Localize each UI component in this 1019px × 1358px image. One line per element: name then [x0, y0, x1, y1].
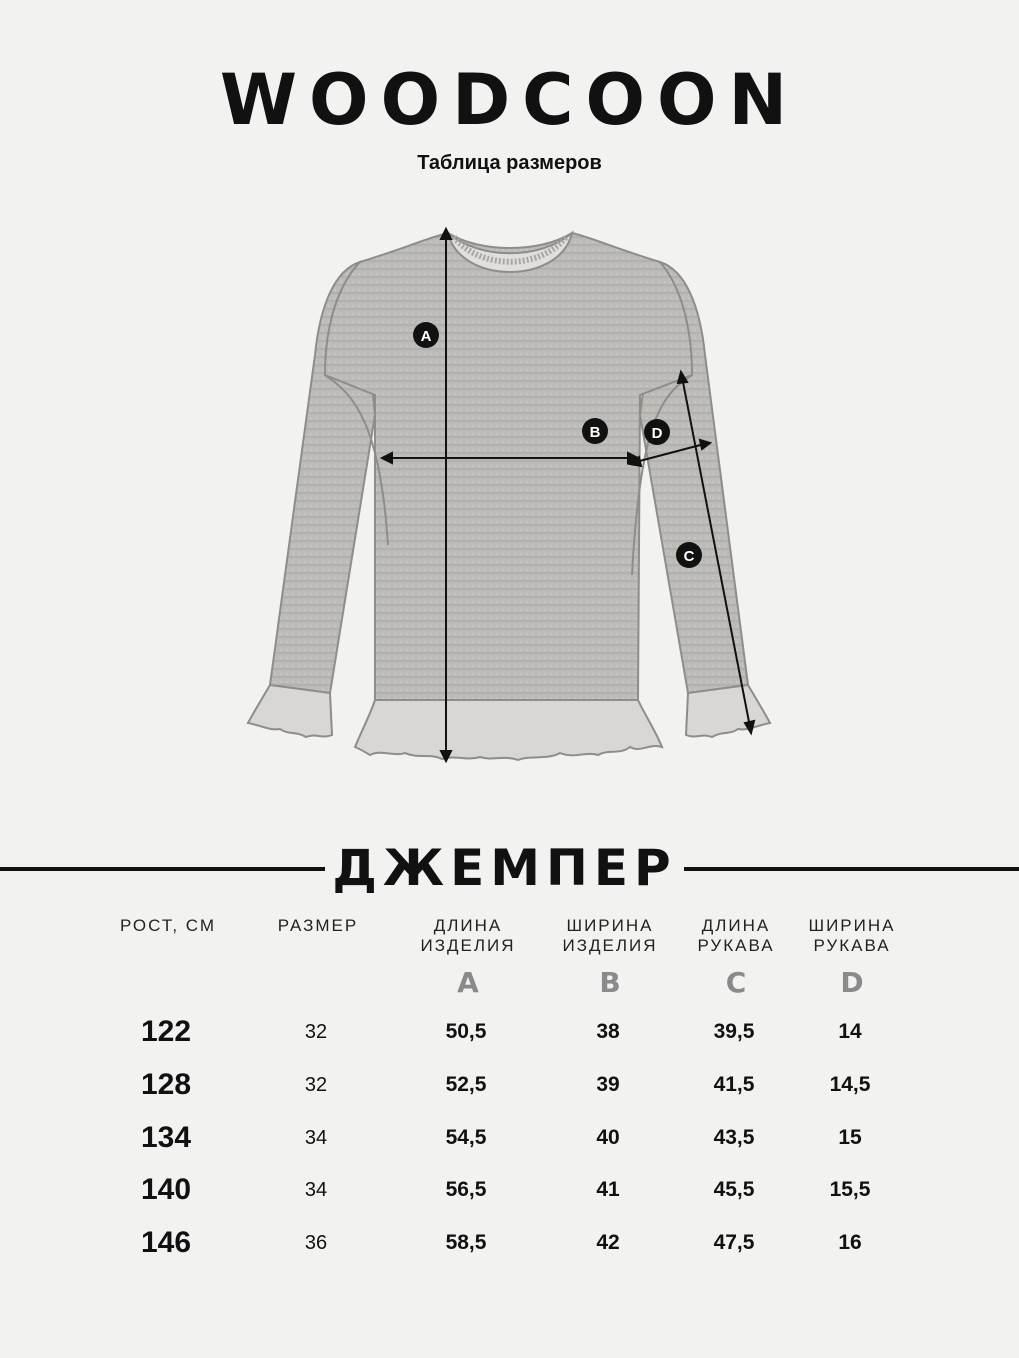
divider-right [684, 867, 1019, 871]
letter-c: C [725, 966, 747, 999]
letter-b: B [599, 966, 621, 999]
cell-width: 41 [596, 1178, 620, 1202]
cell-height: 128 [140, 1067, 192, 1101]
cell-sleeve-length: 39,5 [713, 1020, 755, 1043]
cell-sleeve-width: 14 [838, 1020, 862, 1043]
marker-d-label: D [651, 425, 663, 442]
cell-size: 32 [304, 1073, 328, 1096]
cell-size: 32 [304, 1021, 328, 1043]
header-sleeve-width: ШИРИНА РУКАВА [808, 916, 896, 955]
header-width: ШИРИНА ИЗДЕЛИЯ [562, 916, 658, 955]
cell-width: 42 [596, 1231, 620, 1255]
cell-sleeve-width: 15,5 [829, 1178, 871, 1202]
cell-sleeve-width: 16 [838, 1231, 862, 1255]
marker-a-label: A [420, 328, 432, 345]
header-height: РОСТ, СМ [119, 916, 217, 935]
letter-a: A [457, 966, 479, 999]
table-row [0, 1170, 1019, 1210]
cell-length: 54,5 [445, 1125, 487, 1149]
table-row [0, 1065, 1019, 1105]
cell-height: 140 [140, 1173, 192, 1207]
jumper-illustration [230, 215, 790, 775]
cell-width: 39 [596, 1072, 620, 1096]
jumper-body [248, 233, 770, 760]
cell-sleeve-width: 15 [838, 1125, 862, 1149]
cell-length: 50,5 [445, 1020, 487, 1043]
marker-b [582, 418, 608, 444]
cell-sleeve-length: 43,5 [713, 1125, 755, 1149]
marker-b-label: B [589, 424, 601, 441]
table-row [0, 1223, 1019, 1263]
cell-sleeve-width: 14,5 [829, 1072, 871, 1096]
brand-logo: WOODCOON [219, 59, 800, 141]
product-title: ДЖЕМПЕР [332, 839, 677, 897]
cell-size: 34 [304, 1126, 328, 1149]
divider-left [0, 867, 325, 871]
header-length: ДЛИНА ИЗДЕЛИЯ [420, 916, 516, 955]
cell-height: 134 [140, 1120, 192, 1154]
letter-d: D [840, 966, 864, 999]
cell-size: 36 [304, 1232, 328, 1255]
marker-c-label: C [683, 548, 695, 565]
product-title-bar [0, 836, 1019, 900]
cell-width: 40 [596, 1125, 620, 1149]
header-sleeve-length: ДЛИНА РУКАВА [697, 916, 775, 955]
marker-d [644, 419, 670, 445]
cell-length: 58,5 [445, 1231, 487, 1255]
cell-sleeve-length: 47,5 [713, 1231, 755, 1255]
cell-sleeve-length: 41,5 [713, 1072, 755, 1096]
cell-height: 122 [140, 1015, 192, 1048]
header-size: РАЗМЕР [277, 916, 359, 935]
cell-length: 52,5 [445, 1072, 487, 1096]
cell-height: 146 [140, 1226, 192, 1260]
marker-c [676, 542, 702, 568]
page-subtitle: Таблица размеров [417, 152, 602, 174]
marker-a [413, 322, 439, 348]
cell-width: 38 [596, 1020, 620, 1043]
garment-figure [230, 215, 790, 775]
cell-sleeve-length: 45,5 [713, 1178, 755, 1202]
table-row [0, 1118, 1019, 1158]
table-row [0, 1012, 1019, 1052]
cell-size: 34 [304, 1179, 328, 1202]
cell-length: 56,5 [445, 1178, 487, 1202]
